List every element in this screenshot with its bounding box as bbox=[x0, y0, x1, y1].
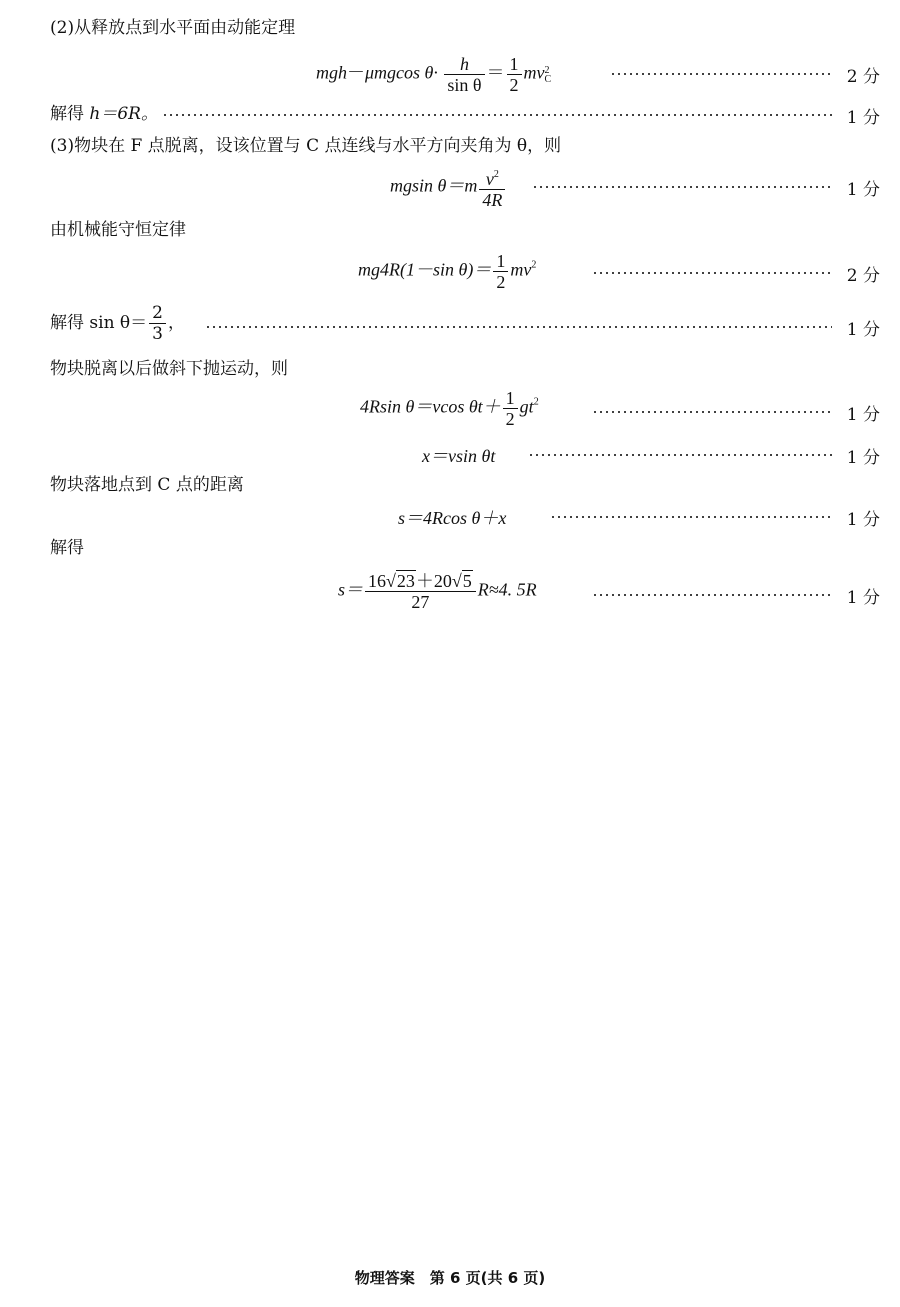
eq-term: s＝4Rcos θ＋x bbox=[398, 508, 507, 528]
fraction-denominator: 2 bbox=[509, 75, 519, 95]
result-label: 解得 sin θ＝ bbox=[50, 313, 148, 333]
distance-heading: 物块落地点到 C 点的距离 bbox=[50, 475, 244, 495]
dot-leader bbox=[532, 186, 832, 188]
final-heading: 解得 bbox=[50, 538, 84, 558]
eq-term: mgh bbox=[316, 62, 347, 83]
fraction-denominator: sin θ bbox=[447, 75, 482, 95]
dot-leader bbox=[205, 326, 832, 328]
equation-energy-conservation bbox=[358, 252, 536, 291]
points-label: 2 分 bbox=[846, 67, 880, 87]
fraction-numerator-var: v bbox=[485, 169, 494, 189]
fraction-numerator bbox=[365, 572, 476, 592]
points-label: 1 分 bbox=[846, 405, 880, 425]
fraction-numerator: 1 bbox=[507, 55, 522, 75]
subscript: C bbox=[544, 73, 552, 85]
sqrt-symbol: √5 bbox=[451, 571, 472, 591]
fraction-half bbox=[507, 55, 522, 94]
equation-kinetic-energy-theorem bbox=[316, 55, 551, 94]
points-label: 1 分 bbox=[846, 320, 880, 340]
eq-term: mv bbox=[523, 62, 545, 83]
superscript: 2 bbox=[544, 64, 550, 76]
energy-heading: 由机械能守恒定律 bbox=[50, 220, 186, 240]
fraction-denominator: 3 bbox=[152, 324, 163, 344]
equation-horizontal-motion bbox=[422, 442, 495, 468]
eq-term: 4Rsin θ＝vcos θt＋ bbox=[360, 396, 501, 417]
eq-term: s＝ bbox=[338, 579, 364, 600]
dot-leader bbox=[592, 411, 832, 413]
fraction bbox=[479, 166, 505, 209]
points-label: 1 分 bbox=[846, 510, 880, 530]
fraction-numerator: 1 bbox=[503, 389, 518, 409]
radicand: 5 bbox=[462, 571, 472, 591]
coefficient: 20 bbox=[433, 571, 452, 591]
page-footer: 物理答案 第 6 页(共 6 页) bbox=[354, 1269, 546, 1287]
dot-leader bbox=[610, 73, 832, 75]
result-sin-theta bbox=[50, 304, 185, 343]
dot-leader bbox=[550, 516, 832, 518]
coefficient: 16 bbox=[368, 571, 387, 591]
fraction-half bbox=[503, 389, 518, 428]
part2-heading: (2)从释放点到水平面由动能定理 bbox=[50, 18, 296, 38]
points-label: 1 分 bbox=[846, 588, 880, 608]
superscript: 2 bbox=[531, 259, 537, 271]
equation-vertical-motion bbox=[360, 389, 539, 428]
dot-leader bbox=[592, 272, 832, 274]
fraction-numerator bbox=[479, 166, 505, 190]
dot-leader bbox=[528, 454, 832, 456]
eq-term: x＝vsin θt bbox=[422, 446, 496, 466]
points-label: 1 分 bbox=[846, 108, 880, 128]
equation-distance bbox=[398, 504, 506, 530]
fraction bbox=[149, 304, 166, 343]
fraction-denominator: 4R bbox=[482, 190, 503, 210]
motion-heading: 物块脱离以后做斜下抛运动，则 bbox=[50, 359, 288, 379]
fraction-half bbox=[493, 252, 508, 291]
sqrt-symbol: √23 bbox=[386, 571, 415, 591]
eq-term: μmgcos θ· bbox=[365, 62, 438, 83]
eq-term: mv bbox=[510, 259, 532, 280]
eq-plus: ＋ bbox=[415, 571, 434, 591]
eq-equals: ＝ bbox=[486, 62, 505, 83]
points-label: 1 分 bbox=[846, 180, 880, 200]
fraction bbox=[444, 55, 484, 94]
eq-term: mg4R(1－sin θ)＝ bbox=[358, 259, 492, 280]
eq-term: mgsin θ＝m bbox=[390, 175, 478, 196]
fraction-denominator: 2 bbox=[496, 272, 506, 292]
result-value: h＝6R。 bbox=[89, 104, 158, 124]
eq-minus: － bbox=[347, 62, 365, 83]
equation-final-distance bbox=[338, 572, 537, 611]
fraction bbox=[365, 572, 476, 611]
radicand: 23 bbox=[396, 571, 415, 591]
fraction-numerator: h bbox=[444, 55, 484, 75]
result-h bbox=[50, 103, 158, 125]
fraction-numerator: 2 bbox=[149, 304, 166, 324]
part3-heading: (3)物块在 F 点脱离，设该位置与 C 点连线与水平方向夹角为 θ，则 bbox=[50, 136, 562, 156]
fraction-numerator: 1 bbox=[493, 252, 508, 272]
points-label: 2 分 bbox=[846, 266, 880, 286]
fraction-denominator: 27 bbox=[411, 592, 430, 612]
points-label: 1 分 bbox=[846, 448, 880, 468]
dot-leader bbox=[592, 594, 832, 596]
equation-centripetal bbox=[390, 166, 507, 209]
superscript: 2 bbox=[493, 169, 499, 180]
fraction-denominator: 2 bbox=[505, 409, 515, 429]
eq-term: gt bbox=[519, 396, 534, 417]
superscript: 2 bbox=[533, 396, 539, 408]
comma: ， bbox=[167, 313, 185, 333]
dot-leader bbox=[162, 114, 832, 116]
result-label: 解得 bbox=[50, 104, 90, 124]
eq-term: R≈4. 5R bbox=[477, 579, 537, 600]
